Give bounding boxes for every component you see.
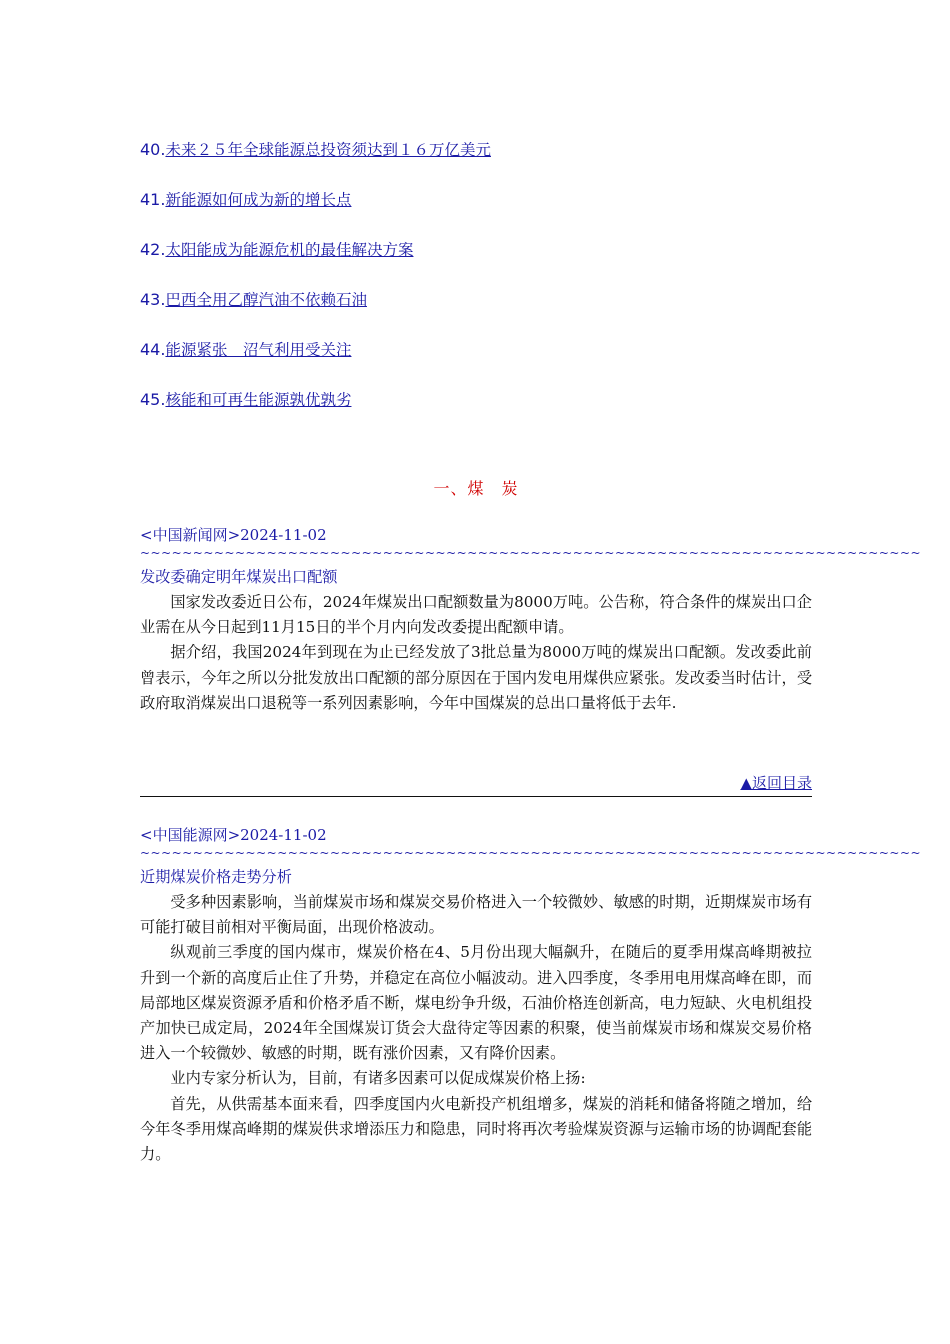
toc-item-43[interactable] xyxy=(140,288,812,338)
toc-link[interactable]: 巴西全用乙醇汽油不依赖石油 xyxy=(165,291,367,309)
toc-number: 41. xyxy=(140,190,166,209)
toc-number: 42. xyxy=(140,240,166,259)
article-1 xyxy=(140,524,922,716)
tilde-divider: ~~~~~~~~~~~~~~~~~~~~~~~~~~~~~~~~~~~~~~~~~~~~~~~~~~~~~~~~~~~~~~~~~~~~~~~~~~ xyxy=(140,546,922,560)
article-headline: 发改委确定明年煤炭出口配额 xyxy=(140,568,338,586)
toc-number: 40. xyxy=(140,140,166,159)
article-2 xyxy=(140,824,922,1167)
toc-link[interactable]: 新能源如何成为新的增长点 xyxy=(165,191,352,209)
toc-item-42[interactable] xyxy=(140,238,812,288)
toc-link[interactable]: 能源紧张 沼气利用受关注 xyxy=(165,341,352,359)
table-of-contents xyxy=(140,138,812,438)
toc-link[interactable]: 太阳能成为能源危机的最佳解决方案 xyxy=(165,241,414,259)
section-title: 一、煤 炭 xyxy=(433,479,519,498)
article-paragraph: 据介绍，我国2024年到现在为止已经发放了3批总量为8000万吨的煤炭出口配额。发改委此前曾表示，今年之所以分批发放出口配额的部分原因在于国内发电用煤供应紧张。发改委当时估计，受政府取消煤炭出口退税等一系列因素影响，今年中国煤炭的总出口量将低于去年. xyxy=(140,643,812,712)
toc-number: 45. xyxy=(140,390,166,409)
article-paragraph: 纵观前三季度的国内煤市，煤炭价格在4、5月份出现大幅飙升，在随后的夏季用煤高峰期被拉升到一个新的高度后止住了升势，并稳定在高位小幅波动。进入四季度，冬季用电用煤高峰在即，而局部地区煤炭资源矛盾和价格矛盾不断，煤电纷争升级，石油价格连创新高，电力短缺、火电机组投产加快已成定局，2024年全国煤炭订货会大盘待定等因素的积聚，使当前煤炭市场和煤炭交易价格进入一个较微妙、敏感的时期，既有涨价因素，又有降价因素。 xyxy=(140,943,812,1063)
tilde-divider: ~~~~~~~~~~~~~~~~~~~~~~~~~~~~~~~~~~~~~~~~~~~~~~~~~~~~~~~~~~~~~~~~~~~~~~~~~~ xyxy=(140,846,922,860)
article-paragraph: 受多种因素影响，当前煤炭市场和煤炭交易价格进入一个较微妙、敏感的时期，近期煤炭市场有可能打破目前相对平衡局面，出现价格波动。 xyxy=(140,893,812,937)
toc-number: 44. xyxy=(140,340,166,359)
horizontal-rule xyxy=(140,796,812,797)
toc-link[interactable]: 未来２５年全球能源总投资须达到１６万亿美元 xyxy=(165,141,491,159)
back-to-toc-link[interactable]: ▲返回目录 xyxy=(740,774,812,792)
article-paragraph: 业内专家分析认为，目前，有诸多因素可以促成煤炭价格上扬: xyxy=(170,1069,586,1088)
toc-link[interactable]: 核能和可再生能源孰优孰劣 xyxy=(165,391,352,409)
article-source: <中国能源网>2024-11-02 xyxy=(140,826,327,844)
toc-item-40[interactable] xyxy=(140,138,812,188)
article-source: <中国新闻网>2024-11-02 xyxy=(140,526,327,544)
toc-item-45[interactable] xyxy=(140,388,812,438)
toc-number: 43. xyxy=(140,290,166,309)
toc-item-41[interactable] xyxy=(140,188,812,238)
back-to-toc-row xyxy=(140,772,812,794)
article-paragraph: 国家发改委近日公布，2024年煤炭出口配额数量为8000万吨。公告称，符合条件的煤炭出口企业需在从今日起到11月15日的半个月内向发改委提出配额申请。 xyxy=(140,593,812,637)
article-headline: 近期煤炭价格走势分析 xyxy=(140,868,292,886)
toc-item-44[interactable] xyxy=(140,338,812,388)
article-paragraph: 首先，从供需基本面来看，四季度国内火电新投产机组增多，煤炭的消耗和储备将随之增加，给今年冬季用煤高峰期的煤炭供求增添压力和隐患，同时将再次考验煤炭资源与运输市场的协调配套能力。 xyxy=(140,1094,812,1164)
